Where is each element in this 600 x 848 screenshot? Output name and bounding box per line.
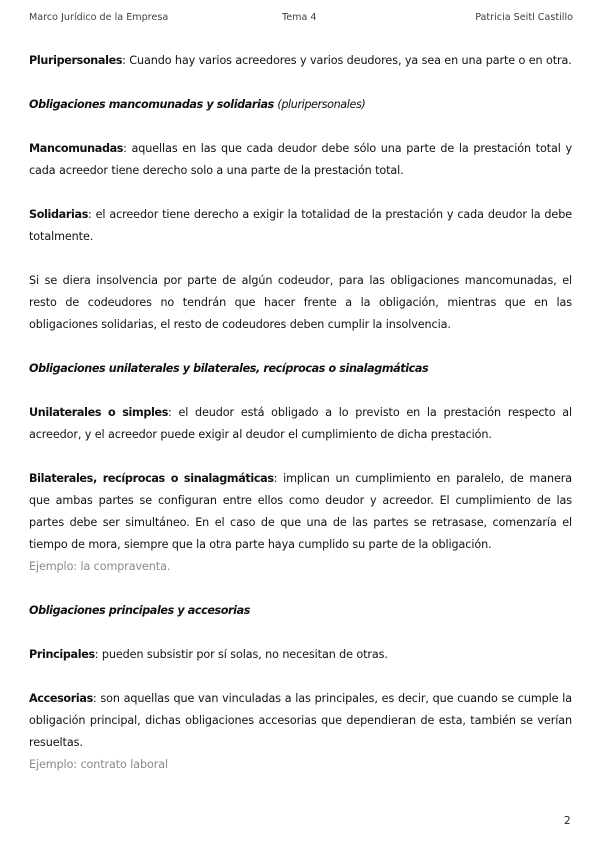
heading-title: Obligaciones mancomunadas y solidarias — [29, 98, 274, 111]
section-heading-unilaterales-bilaterales: Obligaciones unilaterales y bilaterales, recíprocas o sinalagmáticas — [29, 362, 429, 375]
page-header — [29, 12, 573, 26]
term-principales: Principales — [29, 648, 95, 661]
definition-mancomunadas: : aquellas en las que cada deudor debe sólo una parte de la prestación total y cada acreedor tiene derecho solo a una parte de la prestación total. — [29, 142, 572, 177]
paragraph-mancomunadas — [29, 138, 572, 182]
term-unilaterales: Unilaterales o simples — [29, 406, 169, 419]
paragraph-bilaterales — [29, 468, 572, 556]
paragraph-accesorias — [29, 688, 572, 754]
example-contrato-laboral: Ejemplo: contrato laboral — [29, 758, 169, 771]
example-compraventa: Ejemplo: la compraventa. — [29, 560, 171, 573]
header-author: Patricia Seitl Castillo — [475, 12, 573, 23]
term-pluripersonales: Pluripersonales — [29, 54, 123, 67]
paragraph-solidarias — [29, 204, 572, 248]
definition-accesorias: : son aquellas que van vinculadas a las principales, es decir, que cuando se cumple la obligación principal, dichas obligaciones accesorias que dependieran de esta, también se verían resueltas. — [29, 692, 572, 749]
paragraph-principales — [29, 644, 572, 666]
definition-pluripersonales: : Cuando hay varios acreedores y varios deudores, ya sea en una parte o en otra. — [122, 54, 572, 67]
paragraph-pluripersonales — [29, 50, 572, 72]
section-heading-mancomunadas-solidarias — [29, 94, 572, 116]
definition-unilaterales: : el deudor está obligado a lo previsto en la prestación respecto al acreedor, y el acreedor puede exigir al deudor el cumplimiento de dicha prestación. — [29, 406, 572, 441]
page-number: 2 — [564, 815, 571, 827]
definition-principales: : pueden subsistir por sí solas, no necesitan de otras. — [94, 648, 388, 661]
section-heading-principales-accesorias: Obligaciones principales y accesorias — [29, 604, 251, 617]
header-course-title: Marco Jurídico de la Empresa — [29, 12, 169, 23]
definition-bilaterales: : implican un cumplimiento en paralelo, de manera que ambas partes se configuran entre ellos como deudor y acreedor. El cumplimiento de las partes debe ser simultáneo. En el caso de que una de las partes se retrasase, comenzaría el tiempo de mora, siempre que la otra parte haya cumplido su parte de la obligación. — [29, 472, 573, 551]
term-mancomunadas: Mancomunadas — [29, 142, 124, 155]
term-solidarias: Solidarias — [29, 208, 89, 221]
document-body — [29, 50, 572, 776]
definition-solidarias: : el acreedor tiene derecho a exigir la totalidad de la prestación y cada deudor la debe totalmente. — [29, 208, 572, 243]
heading-parenthetical: (pluripersonales) — [277, 98, 366, 111]
header-topic: Tema 4 — [282, 12, 317, 23]
paragraph-unilaterales — [29, 402, 572, 446]
term-bilaterales: Bilaterales, recíprocas o sinalagmáticas — [29, 472, 274, 485]
term-accesorias: Accesorias — [29, 692, 93, 705]
paragraph-insolvencia: Si se diera insolvencia por parte de algún codeudor, para las obligaciones mancomunadas, el resto de codeudores no tendrán que hacer frente a la obligación, mientras que en las obligaciones solidarias, el resto de codeudores deben cumplir la insolvencia. — [29, 274, 572, 331]
